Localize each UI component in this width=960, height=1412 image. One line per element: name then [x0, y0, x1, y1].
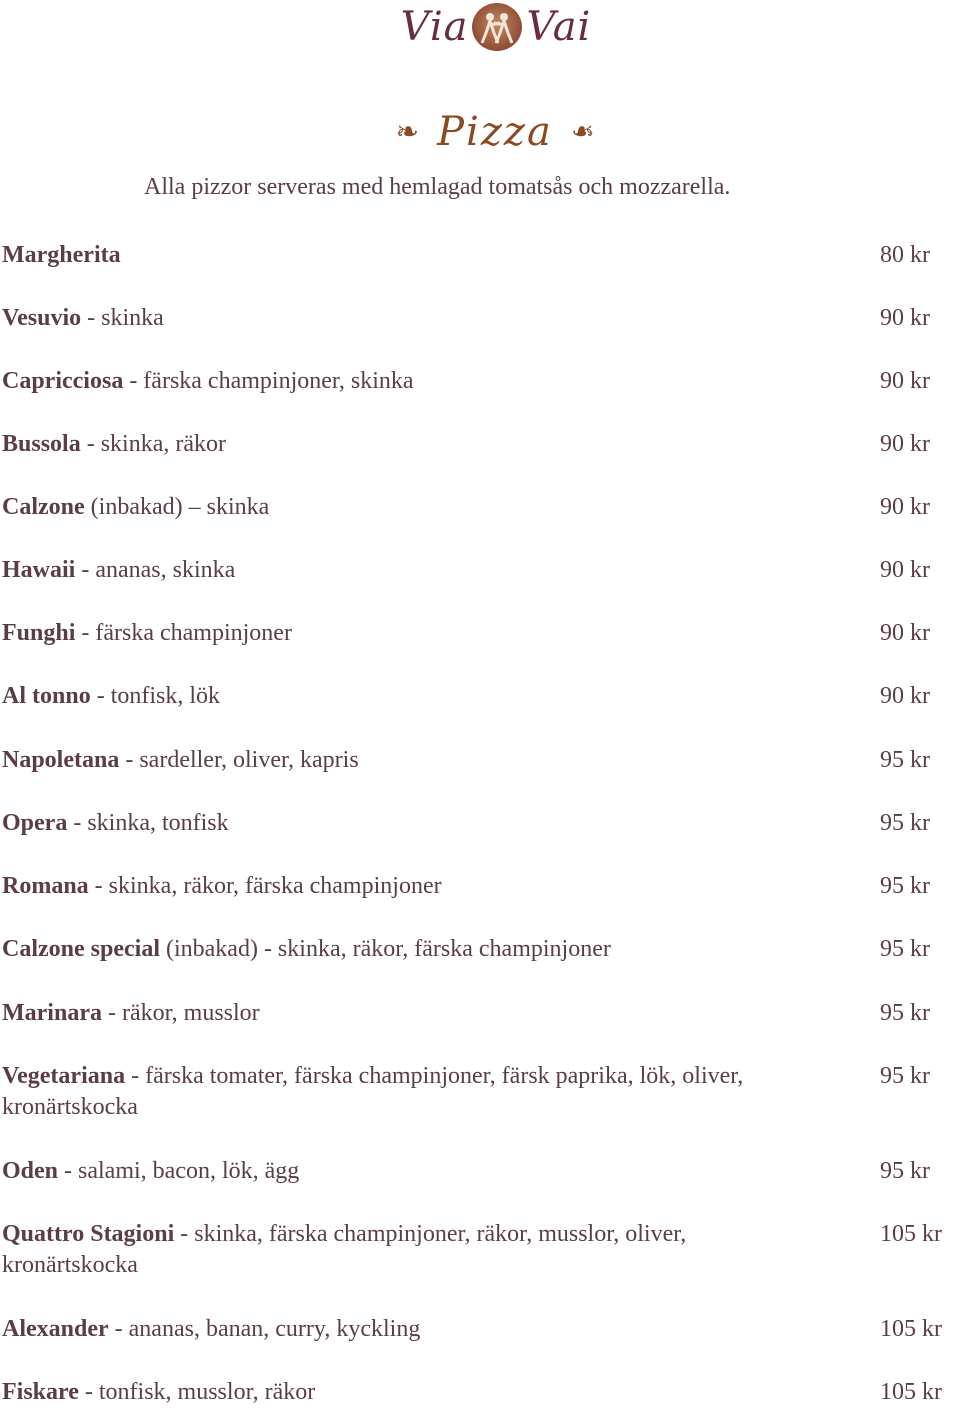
menu-item-price: 105 kr	[880, 1316, 942, 1342]
menu-item	[2, 934, 952, 965]
dancers-emblem-icon	[472, 3, 522, 51]
menu-item-name: Funghi	[2, 620, 76, 646]
menu-item	[2, 366, 952, 397]
menu-item-description: - färska tomater, färska champinjoner, färsk paprika, lök, oliver, kronärtskocka	[2, 1063, 744, 1120]
menu-item-description: (inbakad) - skinka, räkor, färska champinjoner	[159, 936, 611, 962]
menu-item-description: - skinka	[81, 305, 164, 331]
menu-item-name: Calzone	[2, 494, 85, 520]
menu-item-description: - färska champinjoner, skinka	[123, 368, 414, 394]
menu-item-description: - salami, bacon, lök, ägg	[58, 1158, 300, 1184]
menu-item-text	[2, 555, 792, 586]
menu-item-price: 90 kr	[880, 557, 930, 583]
menu-item	[2, 681, 952, 712]
menu-subtitle: Alla pizzor serveras med hemlagad tomatsås och mozzarella.	[144, 174, 731, 200]
menu-item	[2, 998, 952, 1029]
menu-item-description: - tonfisk, lök	[90, 683, 221, 709]
menu-item-description: - sardeller, oliver, kapris	[119, 747, 359, 773]
menu-item-name: Bussola	[2, 431, 81, 457]
logo-word-right: Vai	[526, 4, 592, 50]
menu-item-description: - ananas, banan, curry, kyckling	[108, 1316, 421, 1342]
menu-item	[2, 303, 952, 334]
menu-item	[2, 618, 952, 649]
menu-item-price: 95 kr	[880, 1000, 930, 1026]
menu-item-name: Calzone special	[2, 936, 160, 962]
menu-item-price: 95 kr	[880, 1158, 930, 1184]
menu-item	[2, 1061, 952, 1123]
menu-item	[2, 1219, 952, 1281]
menu-item	[2, 240, 952, 271]
menu-item-description: - räkor, musslor	[101, 1000, 260, 1026]
menu-item	[2, 745, 952, 776]
menu-item	[2, 492, 952, 523]
menu-item-name: Vegetariana	[2, 1063, 126, 1089]
menu-item	[2, 871, 952, 902]
menu-item-name: Margherita	[2, 242, 121, 268]
menu-item-name: Al tonno	[2, 683, 91, 709]
menu-item-text	[2, 934, 792, 965]
menu-item-price: 95 kr	[880, 747, 930, 773]
menu-item-text	[2, 492, 792, 523]
right-flourish-icon: ❧	[570, 117, 595, 148]
menu-item-text	[2, 1061, 792, 1123]
menu-item-text	[2, 240, 792, 271]
menu-item-price: 90 kr	[880, 683, 930, 709]
menu-item	[2, 1156, 952, 1187]
menu-item-description: (inbakad) – skinka	[84, 494, 270, 520]
menu-item-description: - skinka, räkor, färska champinjoner	[88, 873, 442, 899]
menu-item-text	[2, 1156, 792, 1187]
menu-item-description: - skinka, räkor	[80, 431, 226, 457]
menu-item-text	[2, 1314, 792, 1345]
left-flourish-icon: ❧	[395, 117, 420, 148]
menu-item-description: - tonfisk, musslor, räkor	[78, 1379, 316, 1405]
menu-item-name: Hawaii	[2, 557, 76, 583]
menu-item-name: Quattro Stagioni	[2, 1221, 175, 1247]
menu-item-text	[2, 681, 792, 712]
menu-item-text	[2, 303, 792, 334]
menu-item-text	[2, 871, 792, 902]
menu-item-price: 95 kr	[880, 873, 930, 899]
menu-item-name: Oden	[2, 1158, 59, 1184]
menu-item-text	[2, 1377, 792, 1408]
menu-item-price: 105 kr	[880, 1221, 942, 1247]
menu-item-price: 95 kr	[880, 1063, 930, 1089]
menu-item-price: 90 kr	[880, 305, 930, 331]
menu-item-name: Vesuvio	[2, 305, 82, 331]
menu-item-description: - skinka, tonfisk	[67, 810, 229, 836]
menu-item-price: 95 kr	[880, 810, 930, 836]
menu-item-price: 105 kr	[880, 1379, 942, 1405]
menu-item-price: 90 kr	[880, 431, 930, 457]
menu-item-name: Opera	[2, 810, 68, 836]
menu-item-text	[2, 618, 792, 649]
menu-item-price: 90 kr	[880, 494, 930, 520]
menu-item	[2, 555, 952, 586]
menu-item-text	[2, 1219, 792, 1281]
menu-item-text	[2, 808, 792, 839]
menu-item-name: Fiskare	[2, 1379, 79, 1405]
menu-item	[2, 808, 952, 839]
menu-item-price: 90 kr	[880, 368, 930, 394]
restaurant-logo	[385, 2, 607, 52]
menu-item-description: - färska champinjoner	[75, 620, 292, 646]
menu-item-name: Marinara	[2, 1000, 102, 1026]
menu-item-price: 90 kr	[880, 620, 930, 646]
menu-item-name: Napoletana	[2, 747, 120, 773]
section-heading	[0, 108, 960, 156]
menu-item-description: - skinka, färska champinjoner, räkor, musslor, oliver, kronärtskocka	[2, 1221, 687, 1278]
menu-item-name: Romana	[2, 873, 89, 899]
menu-item-price: 95 kr	[880, 936, 930, 962]
menu-item-text	[2, 429, 792, 460]
menu-item	[2, 1314, 952, 1345]
logo-word-left: Via	[400, 4, 469, 50]
menu-item-text	[2, 745, 792, 776]
menu-item	[2, 1377, 952, 1408]
menu-item-text	[2, 366, 792, 397]
menu-item-text	[2, 998, 792, 1029]
menu-item	[2, 429, 952, 460]
menu-item-name: Capricciosa	[2, 368, 124, 394]
section-title: Pizza	[437, 109, 553, 155]
menu-item-name: Alexander	[2, 1316, 109, 1342]
menu-item-price: 80 kr	[880, 242, 930, 268]
menu-item-description: - ananas, skinka	[75, 557, 236, 583]
